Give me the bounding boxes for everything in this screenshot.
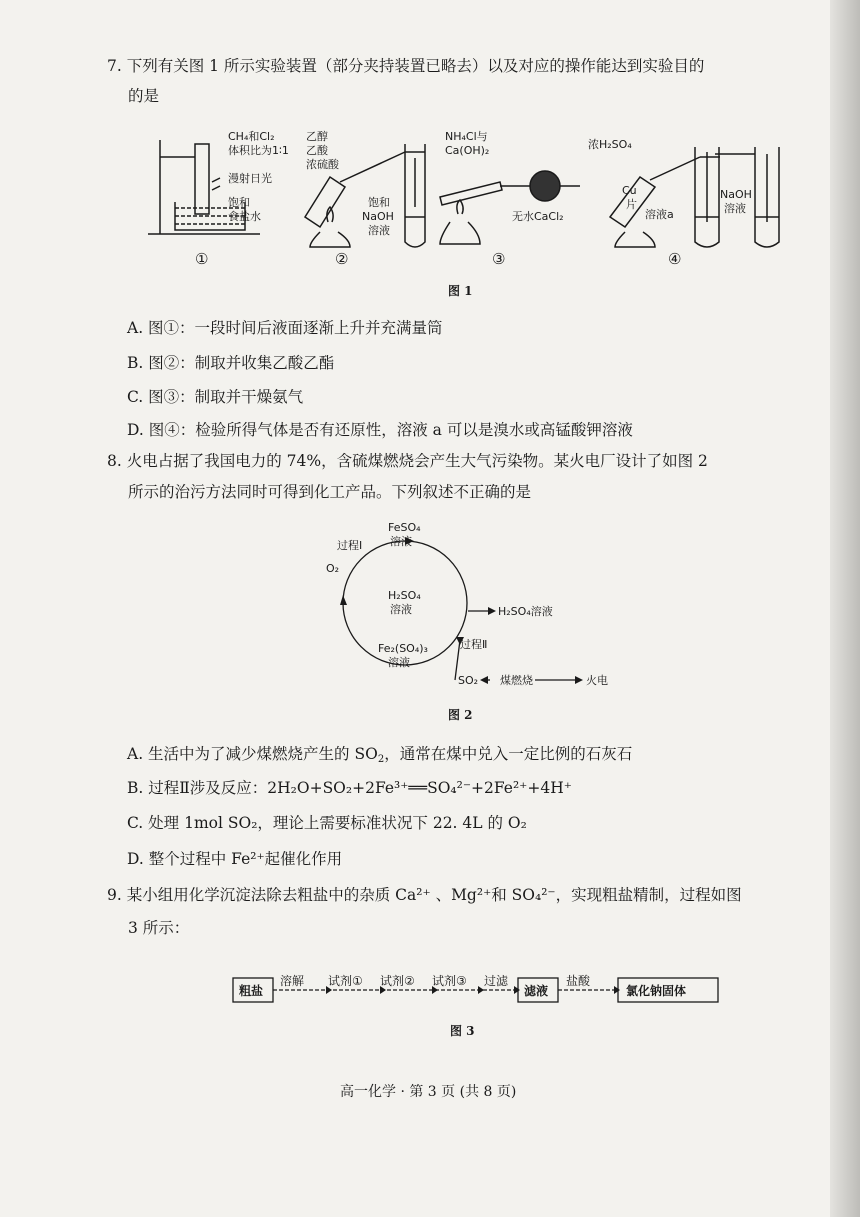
flow-filtrate: 滤液: [524, 984, 549, 998]
q8-option-c: C. 处理 1mol SO₂，理论上需要标准状况下 22. 4L 的 O₂: [127, 814, 527, 832]
fig2-h2so4-solution: 溶液: [390, 603, 412, 616]
figure-1-caption: 图 1: [448, 284, 473, 298]
q8-option-b: B. 过程Ⅱ涉及反应：2H₂O+SO₂+2Fe³⁺══SO₄²⁻+2Fe²⁺+4H⁺: [127, 779, 572, 797]
fig1-label-solution-2: 溶液: [368, 224, 390, 237]
fig1-label-cu: Cu: [622, 184, 637, 197]
fig1-label-saturated: 饱和: [228, 196, 250, 209]
fig2-feso4: FeSO₄: [388, 521, 421, 534]
apparatus-4: [610, 147, 779, 247]
fig1-label-nh4cl: NH₄Cl与: [445, 130, 488, 143]
flow-reagent-1: 试剂①: [328, 974, 363, 988]
q9-stem-line2: 3 所示：: [128, 919, 190, 937]
flow-reagent-2: 试剂②: [380, 974, 415, 988]
figure-3-flow-chart: [228, 970, 728, 1010]
q9-stem-line1: 9. 某小组用化学沉淀法除去粗盐中的杂质 Ca²⁺ 、Mg²⁺和 SO₄²⁻，实现粗盐精制，过程如图: [107, 886, 742, 904]
fig1-label-naoh: NaOH: [362, 210, 394, 223]
fig2-so2: SO₂: [458, 674, 479, 687]
fig1-num-1: ①: [195, 250, 209, 268]
figure-1-apparatus: [140, 122, 800, 272]
fig1-label-acetic: 乙酸: [306, 144, 328, 157]
q7-option-c: C. 图③：制取并干燥氨气: [127, 388, 304, 406]
q7-option-a: A. 图①：一段时间后液面逐渐上升并充满量筒: [127, 319, 443, 337]
fig1-label-cacl2: 无水CaCl₂: [512, 210, 564, 223]
fig2-h2so4-product: H₂SO₄溶液: [498, 605, 553, 618]
flow-dissolve: 溶解: [280, 974, 305, 988]
fig1-label-ch4-cl2: CH₄和Cl₂: [228, 130, 275, 143]
q7-option-b: B. 图②：制取并收集乙酸乙酯: [127, 354, 335, 372]
fig1-label-h2so4: 浓硫酸: [306, 158, 339, 171]
page-edge-shadow: [830, 0, 860, 1217]
fig2-h2so4: H₂SO₄: [388, 589, 421, 602]
flow-hcl: 盐酸: [566, 974, 591, 988]
figure-2-caption: 图 2: [448, 708, 473, 722]
q7-stem-line1: 7. 下列有关图 1 所示实验装置（部分夹持装置已略去）以及对应的操作能达到实验目的: [107, 57, 705, 75]
fig2-process-2: 过程Ⅱ: [460, 638, 488, 651]
figure-3-caption: 图 3: [450, 1024, 475, 1038]
fig2-fe2so43: Fe₂(SO₄)₃: [378, 642, 428, 655]
fig1-num-2: ②: [335, 250, 349, 268]
fig1-label-naoh-2: NaOH: [720, 188, 752, 201]
q8-stem-line2: 所示的治污方法同时可得到化工产品。下列叙述不正确的是: [128, 483, 532, 501]
fig1-label-ratio: 体积比为1∶1: [228, 144, 289, 157]
fig1-label-saturated-2: 饱和: [368, 196, 390, 209]
fig1-label-brine: 食盐水: [228, 210, 261, 223]
fig1-label-solution-4: 溶液: [724, 202, 746, 215]
flow-nacl-solid: 氯化钠固体: [626, 984, 687, 998]
flow-filter: 过滤: [484, 974, 509, 988]
figure-2-cycle-diagram: [310, 515, 630, 695]
q7-option-d: D. 图④：检验所得气体是否有还原性，溶液 a 可以是溴水或高锰酸钾溶液: [127, 421, 633, 439]
fig1-label-caoh2: Ca(OH)₂: [445, 144, 490, 157]
flow-crude-salt: 粗盐: [239, 984, 264, 998]
fig2-coal-burning: 煤燃烧: [500, 674, 533, 687]
fig1-label-ethanol: 乙醇: [306, 130, 328, 143]
fig2-power: 火电: [586, 674, 608, 687]
fig2-fe2so43-solution: 溶液: [388, 656, 410, 669]
fig1-num-4: ④: [668, 250, 682, 268]
fig2-feso4-solution: 溶液: [390, 535, 412, 548]
fig1-label-piece: 片: [626, 198, 637, 211]
apparatus-3: [440, 171, 580, 244]
fig1-label-conc-h2so4: 浓H₂SO₄: [588, 138, 632, 151]
fig2-process-1: 过程Ⅰ: [337, 539, 363, 552]
q8-option-a: A. 生活中为了减少煤燃烧产生的 $SO_2$，通常在煤中兑入一定比例的石灰石: [127, 745, 633, 765]
q8-stem-line1: 8. 火电占据了我国电力的 74%，含硫煤燃烧会产生大气污染物。某火电厂设计了如图 2: [107, 452, 708, 470]
fig1-num-3: ③: [492, 250, 506, 268]
fig1-label-light: 漫射日光: [228, 172, 272, 185]
fig2-o2: O₂: [326, 562, 340, 575]
q7-stem-line2: 的是: [128, 87, 160, 105]
page-footer: 高一化学 · 第 3 页 (共 8 页): [340, 1084, 517, 1100]
fig1-label-solution-a: 溶液a: [645, 208, 674, 221]
flow-reagent-3: 试剂③: [432, 974, 467, 988]
q8-option-d: D. 整个过程中 Fe²⁺起催化作用: [127, 850, 343, 868]
